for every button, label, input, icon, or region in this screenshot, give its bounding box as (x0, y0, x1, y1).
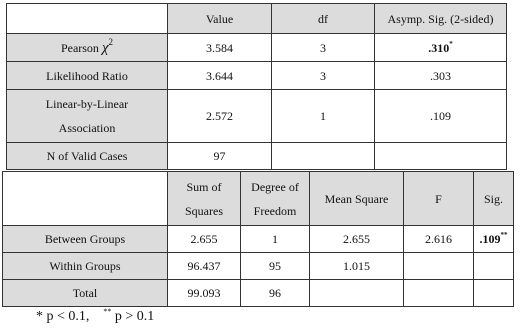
total-df: 96 (241, 280, 310, 307)
table-row (3, 226, 514, 253)
within-ss: 96.437 (168, 253, 241, 280)
anova-table (2, 171, 514, 307)
footnote-mark-1: * (36, 309, 43, 324)
pearson-sig-value: .310 (428, 40, 450, 55)
likelihood-value: 3.644 (168, 62, 272, 90)
chi-header-row (7, 4, 507, 34)
within-f (404, 253, 474, 280)
chi-symbol: χ (101, 39, 109, 56)
row-label-linear (7, 90, 168, 143)
chi-exponent: 2 (108, 36, 114, 47)
anova-header-f: F (404, 172, 474, 226)
row-label-total: Total (3, 280, 168, 307)
pearson-sig-mark: * (449, 39, 453, 48)
table-row (7, 34, 507, 62)
linear-value: 2.572 (168, 90, 272, 143)
between-ms: 2.655 (310, 226, 404, 253)
linear-label-line1: Linear-by-Linear (45, 97, 129, 111)
footnote-text-1: p < 0.1, (43, 309, 104, 324)
anova-header-ss (168, 172, 241, 226)
row-label-pearson (7, 34, 168, 62)
table-row (7, 90, 507, 143)
pearson-value: 3.584 (168, 34, 272, 62)
chi-square-table (6, 3, 507, 170)
between-ss: 2.655 (168, 226, 241, 253)
anova-header-ss-line2: Squares (185, 203, 223, 218)
row-label-between: Between Groups (3, 226, 168, 253)
likelihood-df: 3 (272, 62, 375, 90)
within-sig (474, 253, 514, 280)
anova-header-corner (3, 172, 168, 226)
row-label-likelihood: Likelihood Ratio (7, 62, 168, 90)
anova-header-df-line1: Degree of (251, 179, 299, 194)
total-f (404, 280, 474, 307)
linear-df: 1 (272, 90, 375, 143)
pearson-sig (375, 34, 507, 62)
within-ms: 1.015 (310, 253, 404, 280)
table-row (3, 280, 514, 307)
table-row (7, 143, 507, 170)
pearson-label-text: Pearson (60, 40, 102, 55)
anova-header-ss-line1: Sum of (186, 179, 222, 194)
chi-header-sig: Asymp. Sig. (2-sided) (375, 4, 507, 34)
anova-header-row (3, 172, 514, 226)
within-df: 95 (241, 253, 310, 280)
chi-header-value: Value (168, 4, 272, 34)
table-row (3, 253, 514, 280)
between-sig-mark: ** (500, 231, 508, 239)
row-label-n-valid: N of Valid Cases (7, 143, 168, 170)
row-label-within: Within Groups (3, 253, 168, 280)
between-df: 1 (241, 226, 310, 253)
total-sig (474, 280, 514, 307)
pearson-df: 3 (272, 34, 375, 62)
chi-header-df: df (272, 4, 375, 34)
between-f: 2.616 (404, 226, 474, 253)
table-row (7, 62, 507, 90)
anova-header-df (241, 172, 310, 226)
total-ms (310, 280, 404, 307)
n-valid-sig (375, 143, 507, 170)
linear-sig: .109 (375, 90, 507, 143)
footnote-mark-2: ** (103, 307, 112, 316)
n-valid-value: 97 (168, 143, 272, 170)
linear-label-line2: Association (58, 121, 116, 135)
n-valid-df (272, 143, 375, 170)
anova-header-ms: Mean Square (310, 172, 404, 226)
likelihood-sig: .303 (375, 62, 507, 90)
footnote-text-2: p > 0.1 (111, 309, 155, 324)
significance-footnote (36, 309, 154, 325)
between-sig (474, 226, 514, 253)
anova-header-df-line2: Freedom (253, 203, 297, 218)
total-ss: 99.093 (168, 280, 241, 307)
chi-header-corner (7, 4, 168, 34)
anova-header-sig: Sig. (474, 172, 514, 226)
between-sig-value: .109 (479, 232, 501, 246)
